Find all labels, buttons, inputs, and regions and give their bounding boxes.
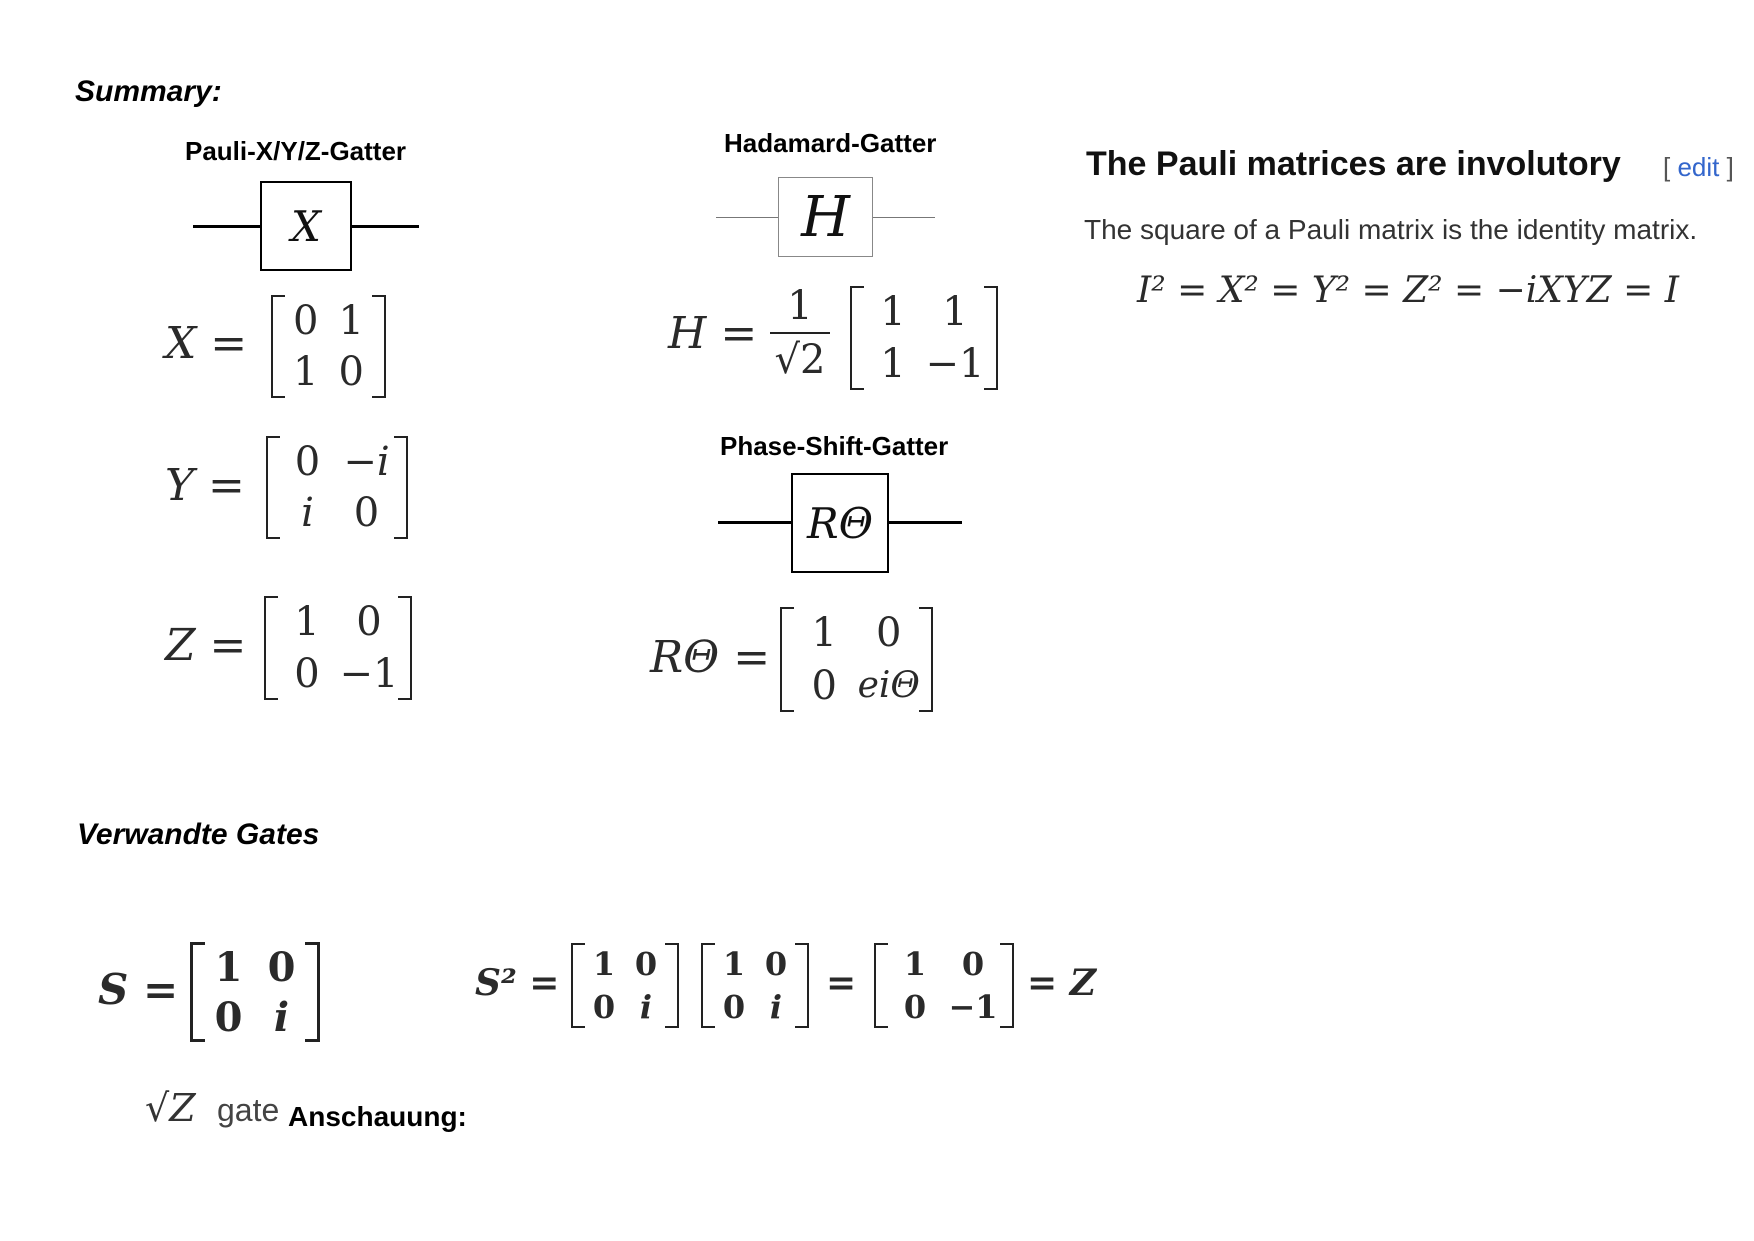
matrix-cell: 0 [961, 945, 985, 984]
sqrt-z-gate-label: gate [217, 1092, 280, 1128]
matrix-cell: 0 [214, 993, 243, 1041]
summary-heading: Summary: [75, 75, 222, 108]
matrix-cell: 1 [942, 289, 968, 335]
bracket-open: [ [1663, 152, 1671, 182]
fraction-numerator: 1 [787, 283, 813, 329]
s-squared-matrix-1 [571, 943, 679, 1028]
pauli-gate-symbol: X [291, 201, 321, 251]
matrix-cell: 1 [722, 945, 746, 984]
pauli-wire-right [351, 225, 419, 228]
phase-shift-gate-box [791, 473, 889, 573]
matrix-cell: eiΘ [857, 665, 920, 707]
s-squared-matrix-3 [874, 943, 1014, 1028]
matrix-cell: 1 [592, 945, 616, 984]
s-squared-equals: = [826, 962, 857, 1004]
hadamard-gate-caption: Hadamard-Gatter [724, 128, 937, 158]
bracket-close: ] [1726, 152, 1734, 182]
matrix-cell: 1 [338, 297, 364, 344]
matrix-cell: 0 [353, 490, 380, 537]
phase-shift-wire-right [888, 521, 962, 524]
matrix-cell: 1 [880, 341, 906, 387]
pauli-y-matrix [266, 436, 408, 539]
pauli-x-matrix [271, 295, 386, 398]
s-squared-result: = Z [1027, 962, 1096, 1004]
phase-shift-gate-caption: Phase-Shift-Gatter [720, 431, 949, 461]
pauli-gate-box [260, 181, 352, 271]
matrix-cell: −1 [925, 341, 985, 387]
matrix-cell: 1 [903, 945, 927, 984]
hadamard-fraction [770, 284, 830, 382]
matrix-cell: 1 [811, 610, 837, 657]
matrix-cell: 0 [876, 610, 902, 657]
pauli-gate-caption: Pauli-X/Y/Z-Gatter [185, 136, 407, 166]
matrix-cell: −1 [339, 651, 399, 697]
s-gate-matrix [190, 942, 320, 1042]
fraction-denominator: √2 [774, 337, 826, 383]
matrix-cell: 1 [880, 289, 906, 335]
matrix-cell: −1 [948, 987, 998, 1026]
matrix-cell: 1 [294, 599, 320, 645]
s-gate-lhs: S = [98, 965, 179, 1014]
matrix-cell: 0 [293, 297, 319, 344]
fraction-bar [770, 332, 830, 334]
wiki-section-title: The Pauli matrices are involutory [1086, 145, 1621, 183]
s-squared-matrix-2 [701, 943, 809, 1028]
matrix-cell: −i [343, 438, 390, 485]
matrix-cell: 0 [338, 349, 364, 396]
matrix-cell: 0 [592, 987, 616, 1026]
hadamard-lhs: H = [668, 308, 758, 359]
wiki-paragraph: The square of a Pauli matrix is the identity matrix. [1084, 214, 1698, 245]
pauli-x-lhs: X = [165, 318, 248, 369]
hadamard-gate-box [778, 177, 873, 257]
sqrt-z-symbol: √Z [145, 1086, 196, 1130]
matrix-cell: 0 [294, 651, 320, 697]
hadamard-matrix [850, 286, 998, 390]
hadamard-wire-right [873, 217, 935, 218]
matrix-cell: 0 [811, 662, 837, 709]
s-squared-lhs: S² = [475, 962, 560, 1004]
pauli-y-lhs: Y = [165, 460, 245, 511]
matrix-cell: i [273, 993, 290, 1041]
pauli-z-lhs: Z = [165, 620, 247, 671]
phase-shift-lhs: RΘ = [650, 632, 771, 683]
related-gates-heading: Verwandte Gates [77, 818, 320, 851]
matrix-cell: 0 [903, 987, 927, 1026]
anschauung-label: Anschauung: [288, 1101, 467, 1132]
matrix-cell: 1 [293, 349, 319, 396]
matrix-cell: i [639, 987, 653, 1026]
edit-label[interactable]: edit [1677, 152, 1720, 182]
wiki-equation: I² = X² = Y² = Z² = −iXYZ = I [1137, 270, 1679, 311]
matrix-cell: 0 [294, 438, 321, 485]
matrix-cell: 1 [214, 943, 243, 991]
matrix-cell: i [769, 987, 783, 1026]
phase-shift-matrix [780, 607, 933, 712]
hadamard-gate-symbol: H [801, 184, 850, 250]
phase-shift-gate-symbol: RΘ [806, 498, 874, 548]
hadamard-wire-left [716, 217, 778, 218]
matrix-cell: 0 [356, 599, 382, 645]
matrix-cell: 0 [764, 945, 788, 984]
matrix-cell: i [301, 490, 314, 537]
matrix-cell: 0 [634, 945, 658, 984]
matrix-cell: 0 [267, 943, 296, 991]
matrix-cell: 0 [722, 987, 746, 1026]
wiki-edit-link[interactable] [1663, 152, 1734, 183]
pauli-wire-left [193, 225, 261, 228]
pauli-z-matrix [264, 596, 412, 700]
phase-shift-wire-left [718, 521, 792, 524]
